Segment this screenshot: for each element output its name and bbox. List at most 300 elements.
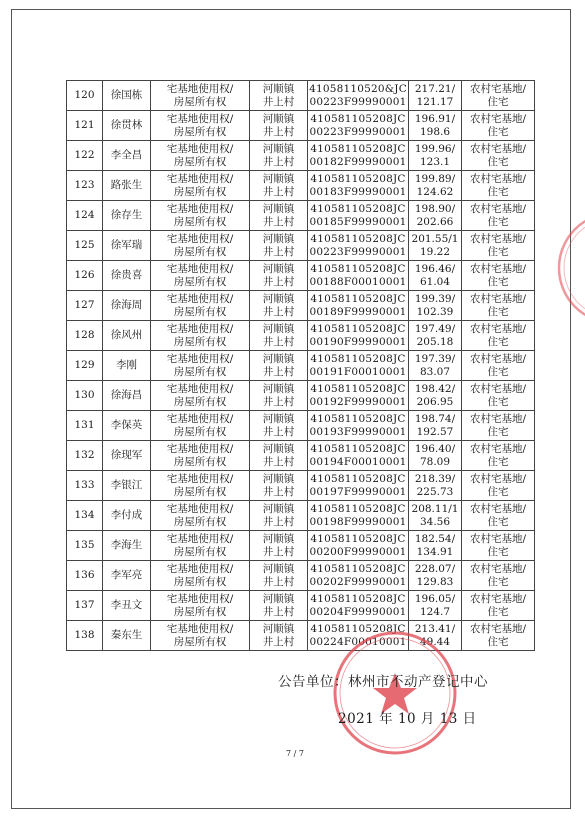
right-type-text: 房屋所有权 <box>173 635 227 648</box>
area-cell <box>409 291 462 321</box>
area-cell <box>409 381 462 411</box>
area-text: 192.57 <box>416 425 454 438</box>
area-cell <box>409 231 462 261</box>
location-text: 河顺镇 <box>262 532 295 545</box>
area-text: 196.05/ <box>414 592 456 605</box>
area-cell <box>409 321 462 351</box>
owner-name-cell <box>103 621 151 651</box>
right-type-text: 宅基地使用权/ <box>166 82 234 95</box>
right-type-text: 宅基地使用权/ <box>166 322 234 335</box>
land-use-text: 农村宅基地/ <box>469 82 527 95</box>
row-id-cell <box>67 201 103 231</box>
land-use-cell <box>462 81 535 111</box>
location-text: 河顺镇 <box>262 562 295 575</box>
land-use-cell <box>462 231 535 261</box>
table-row <box>67 411 535 441</box>
right-type-text: 房屋所有权 <box>173 245 227 258</box>
page-number: 7 / 7 <box>286 749 304 758</box>
right-type-text: 宅基地使用权/ <box>166 352 234 365</box>
unit-number-text: 410581105208JC <box>310 262 406 275</box>
unit-number-text: 00202F99990001 <box>309 575 407 588</box>
location-text: 河顺镇 <box>262 352 295 365</box>
row-id-cell <box>67 231 103 261</box>
area-text: 225.73 <box>416 485 454 498</box>
unit-number-text: 00189F99990001 <box>309 305 407 318</box>
right-type-text: 宅基地使用权/ <box>166 202 234 215</box>
right-type-cell <box>151 261 250 291</box>
table-row <box>67 261 535 291</box>
location-text: 井上村 <box>262 575 295 588</box>
location-text: 井上村 <box>262 305 295 318</box>
owner-name-text: 李付成 <box>110 509 143 521</box>
unit-number-text: 41058110520&JC <box>309 82 407 95</box>
table-row <box>67 501 535 531</box>
area-text: 102.39 <box>416 305 454 318</box>
land-use-text: 住宅 <box>487 545 509 558</box>
location-cell <box>250 531 308 561</box>
row-id-cell <box>67 501 103 531</box>
area-text: 202.66 <box>416 215 454 228</box>
area-text: 197.49/ <box>414 322 456 335</box>
owner-name-text: 徐贵喜 <box>110 269 143 281</box>
land-use-cell <box>462 471 535 501</box>
area-text: 199.39/ <box>414 292 456 305</box>
land-use-text: 住宅 <box>487 485 509 498</box>
unit-number-text: 410581105208JC <box>310 532 406 545</box>
location-text: 井上村 <box>262 365 295 378</box>
owner-name-text: 李丑文 <box>110 599 143 611</box>
owner-name-cell <box>103 351 151 381</box>
table-row <box>67 381 535 411</box>
owner-name-text: 徐海周 <box>110 299 143 311</box>
unit-number-cell <box>308 501 409 531</box>
land-use-text: 农村宅基地/ <box>469 112 527 125</box>
land-use-cell <box>462 351 535 381</box>
land-use-text: 住宅 <box>487 395 509 408</box>
table-row <box>67 171 535 201</box>
land-use-text: 住宅 <box>487 275 509 288</box>
area-text: 198.42/ <box>414 382 456 395</box>
right-type-text: 房屋所有权 <box>173 395 227 408</box>
location-text: 河顺镇 <box>262 82 295 95</box>
right-type-cell <box>151 141 250 171</box>
right-type-text: 房屋所有权 <box>173 335 227 348</box>
row-id-text: 135 <box>74 539 95 551</box>
owner-name-text: 李保英 <box>110 419 143 431</box>
right-type-text: 房屋所有权 <box>173 515 227 528</box>
owner-name-text: 徐国栋 <box>110 89 143 101</box>
right-type-text: 宅基地使用权/ <box>166 142 234 155</box>
table-row <box>67 111 535 141</box>
land-use-text: 住宅 <box>487 245 509 258</box>
row-id-cell <box>67 411 103 441</box>
area-text: 19.22 <box>419 245 451 258</box>
unit-number-text: 410581105208JC <box>310 622 406 635</box>
right-type-text: 宅基地使用权/ <box>166 172 234 185</box>
unit-number-cell <box>308 291 409 321</box>
area-text: 196.91/ <box>414 112 456 125</box>
location-text: 井上村 <box>262 335 295 348</box>
owner-name-cell <box>103 321 151 351</box>
unit-number-cell <box>308 531 409 561</box>
unit-number-text: 00198F99990001 <box>309 515 407 528</box>
unit-number-text: 410581105208JC <box>310 442 406 455</box>
location-text: 河顺镇 <box>262 622 295 635</box>
row-id-text: 138 <box>74 629 95 641</box>
owner-name-text: 李银江 <box>110 479 143 491</box>
row-id-text: 137 <box>74 599 95 611</box>
table-row <box>67 351 535 381</box>
right-type-text: 宅基地使用权/ <box>166 472 234 485</box>
unit-number-cell <box>308 171 409 201</box>
location-cell <box>250 351 308 381</box>
row-id-cell <box>67 81 103 111</box>
unit-number-text: 410581105208JC <box>310 562 406 575</box>
unit-number-cell <box>308 591 409 621</box>
right-type-text: 宅基地使用权/ <box>166 442 234 455</box>
location-cell <box>250 231 308 261</box>
area-text: 198.74/ <box>414 412 456 425</box>
location-cell <box>250 411 308 441</box>
unit-number-cell <box>308 441 409 471</box>
unit-number-text: 410581105208JC <box>310 412 406 425</box>
row-id-cell <box>67 171 103 201</box>
unit-number-text: 00191F00010001 <box>309 365 407 378</box>
location-cell <box>250 381 308 411</box>
land-use-cell <box>462 441 535 471</box>
unit-number-text: 410581105208JC <box>310 232 406 245</box>
row-id-cell <box>67 111 103 141</box>
land-use-text: 农村宅基地/ <box>469 352 527 365</box>
location-text: 井上村 <box>262 275 295 288</box>
row-id-text: 126 <box>74 269 95 281</box>
area-text: 208.11/1 <box>411 502 459 515</box>
owner-name-text: 李刚 <box>116 359 137 371</box>
row-id-text: 123 <box>74 179 95 191</box>
row-id-text: 121 <box>74 119 95 131</box>
area-text: 134.91 <box>416 545 454 558</box>
location-text: 井上村 <box>262 185 295 198</box>
row-id-cell <box>67 441 103 471</box>
row-id-cell <box>67 471 103 501</box>
land-use-text: 住宅 <box>487 215 509 228</box>
right-type-text: 房屋所有权 <box>173 425 227 438</box>
land-use-text: 住宅 <box>487 575 509 588</box>
area-text: 217.21/ <box>414 82 456 95</box>
location-cell <box>250 321 308 351</box>
area-cell <box>409 561 462 591</box>
right-type-text: 宅基地使用权/ <box>166 502 234 515</box>
land-use-text: 农村宅基地/ <box>469 532 527 545</box>
area-text: 49.44 <box>419 635 451 648</box>
unit-number-text: 00223F99990001 <box>309 125 407 138</box>
location-text: 河顺镇 <box>262 502 295 515</box>
row-id-text: 122 <box>74 149 95 161</box>
area-text: 196.40/ <box>414 442 456 455</box>
location-text: 河顺镇 <box>262 172 295 185</box>
right-type-text: 宅基地使用权/ <box>166 262 234 275</box>
right-type-cell <box>151 291 250 321</box>
owner-name-cell <box>103 171 151 201</box>
area-cell <box>409 111 462 141</box>
location-cell <box>250 261 308 291</box>
area-cell <box>409 411 462 441</box>
location-text: 河顺镇 <box>262 202 295 215</box>
right-type-text: 宅基地使用权/ <box>166 592 234 605</box>
land-use-text: 农村宅基地/ <box>469 442 527 455</box>
unit-number-text: 00204F99990001 <box>309 605 407 618</box>
area-text: 123.1 <box>419 155 451 168</box>
location-cell <box>250 471 308 501</box>
area-cell <box>409 471 462 501</box>
land-use-cell <box>462 381 535 411</box>
location-text: 河顺镇 <box>262 442 295 455</box>
row-id-text: 125 <box>74 239 95 251</box>
unit-number-text: 00192F99990001 <box>309 395 407 408</box>
land-use-text: 住宅 <box>487 455 509 468</box>
table-row <box>67 561 535 591</box>
location-cell <box>250 171 308 201</box>
registration-table <box>66 80 535 651</box>
area-text: 197.39/ <box>414 352 456 365</box>
owner-name-cell <box>103 501 151 531</box>
area-text: 124.7 <box>419 605 451 618</box>
location-text: 井上村 <box>262 395 295 408</box>
row-id-text: 136 <box>74 569 95 581</box>
location-text: 河顺镇 <box>262 382 295 395</box>
location-cell <box>250 501 308 531</box>
area-text: 199.96/ <box>414 142 456 155</box>
land-use-cell <box>462 261 535 291</box>
owner-name-text: 徐现军 <box>110 449 143 461</box>
row-id-cell <box>67 591 103 621</box>
right-type-text: 宅基地使用权/ <box>166 622 234 635</box>
right-type-cell <box>151 201 250 231</box>
unit-number-text: 00223F99990001 <box>309 95 407 108</box>
owner-name-cell <box>103 591 151 621</box>
unit-number-text: 410581105208JC <box>310 382 406 395</box>
land-use-text: 住宅 <box>487 95 509 108</box>
announcement-line: 公告单位：林州市不动产登记中心 <box>278 674 488 690</box>
right-type-text: 房屋所有权 <box>173 185 227 198</box>
right-type-text: 宅基地使用权/ <box>166 232 234 245</box>
land-use-text: 住宅 <box>487 305 509 318</box>
right-type-cell <box>151 471 250 501</box>
unit-number-text: 00194F00010001 <box>309 455 407 468</box>
unit-number-text: 410581105208JC <box>310 592 406 605</box>
right-type-cell <box>151 441 250 471</box>
table-row <box>67 471 535 501</box>
land-use-text: 农村宅基地/ <box>469 472 527 485</box>
row-id-text: 132 <box>74 449 95 461</box>
unit-number-text: 410581105208JC <box>310 202 406 215</box>
owner-name-cell <box>103 201 151 231</box>
land-use-cell <box>462 411 535 441</box>
owner-name-text: 秦东生 <box>110 629 143 641</box>
location-text: 井上村 <box>262 155 295 168</box>
owner-name-cell <box>103 141 151 171</box>
location-text: 河顺镇 <box>262 292 295 305</box>
location-text: 河顺镇 <box>262 472 295 485</box>
unit-number-cell <box>308 561 409 591</box>
unit-number-text: 410581105208JC <box>310 502 406 515</box>
right-type-cell <box>151 321 250 351</box>
unit-number-text: 00223F99990001 <box>309 245 407 258</box>
unit-number-cell <box>308 321 409 351</box>
table-row <box>67 141 535 171</box>
location-text: 河顺镇 <box>262 262 295 275</box>
location-text: 井上村 <box>262 635 295 648</box>
unit-number-text: 00185F99990001 <box>309 215 407 228</box>
area-text: 129.83 <box>416 575 454 588</box>
area-text: 182.54/ <box>414 532 456 545</box>
right-type-text: 房屋所有权 <box>173 545 227 558</box>
right-type-cell <box>151 411 250 441</box>
area-text: 83.07 <box>419 365 451 378</box>
area-cell <box>409 171 462 201</box>
owner-name-text: 徐贯林 <box>110 119 143 131</box>
right-type-text: 房屋所有权 <box>173 365 227 378</box>
row-id-text: 131 <box>74 419 95 431</box>
row-id-cell <box>67 351 103 381</box>
land-use-cell <box>462 291 535 321</box>
location-text: 井上村 <box>262 605 295 618</box>
unit-number-cell <box>308 261 409 291</box>
location-text: 河顺镇 <box>262 322 295 335</box>
row-id-text: 120 <box>74 89 95 101</box>
location-text: 河顺镇 <box>262 142 295 155</box>
location-cell <box>250 291 308 321</box>
row-id-cell <box>67 291 103 321</box>
right-type-text: 房屋所有权 <box>173 215 227 228</box>
land-use-text: 住宅 <box>487 635 509 648</box>
owner-name-text: 李海生 <box>110 539 143 551</box>
owner-name-cell <box>103 441 151 471</box>
area-cell <box>409 591 462 621</box>
row-id-cell <box>67 141 103 171</box>
owner-name-text: 徐海昌 <box>110 389 143 401</box>
land-use-text: 农村宅基地/ <box>469 262 527 275</box>
area-text: 196.46/ <box>414 262 456 275</box>
table-row <box>67 231 535 261</box>
table-row <box>67 621 535 651</box>
row-id-text: 127 <box>74 299 95 311</box>
area-text: 201.55/1 <box>411 232 459 245</box>
row-id-text: 133 <box>74 479 95 491</box>
unit-number-cell <box>308 351 409 381</box>
right-type-text: 宅基地使用权/ <box>166 562 234 575</box>
right-type-cell <box>151 381 250 411</box>
land-use-cell <box>462 111 535 141</box>
unit-number-cell <box>308 201 409 231</box>
right-type-text: 房屋所有权 <box>173 275 227 288</box>
area-cell <box>409 441 462 471</box>
unit-number-text: 00188F00010001 <box>309 275 407 288</box>
land-use-cell <box>462 501 535 531</box>
area-text: 198.6 <box>419 125 451 138</box>
unit-number-cell <box>308 471 409 501</box>
right-type-text: 宅基地使用权/ <box>166 292 234 305</box>
unit-number-text: 00224F00010001 <box>309 635 407 648</box>
right-type-text: 房屋所有权 <box>173 575 227 588</box>
area-text: 205.18 <box>416 335 454 348</box>
right-type-text: 宅基地使用权/ <box>166 412 234 425</box>
location-cell <box>250 81 308 111</box>
area-text: 61.04 <box>419 275 451 288</box>
land-use-text: 农村宅基地/ <box>469 142 527 155</box>
right-type-text: 房屋所有权 <box>173 605 227 618</box>
owner-name-text: 李全昌 <box>110 149 143 161</box>
owner-name-cell <box>103 411 151 441</box>
unit-number-text: 410581105208JC <box>310 292 406 305</box>
row-id-text: 134 <box>74 509 95 521</box>
land-use-text: 农村宅基地/ <box>469 592 527 605</box>
table-row <box>67 201 535 231</box>
location-cell <box>250 111 308 141</box>
right-type-cell <box>151 231 250 261</box>
owner-name-text: 徐存生 <box>110 209 143 221</box>
land-use-cell <box>462 531 535 561</box>
unit-number-text: 410581105208JC <box>310 112 406 125</box>
owner-name-text: 徐军瑞 <box>110 239 143 251</box>
unit-number-cell <box>308 141 409 171</box>
right-type-cell <box>151 561 250 591</box>
row-id-cell <box>67 321 103 351</box>
owner-name-text: 路张生 <box>110 179 143 191</box>
unit-number-text: 410581105208JC <box>310 322 406 335</box>
unit-number-text: 00190F99990001 <box>309 335 407 348</box>
right-type-text: 宅基地使用权/ <box>166 112 234 125</box>
location-cell <box>250 441 308 471</box>
location-text: 井上村 <box>262 485 295 498</box>
row-id-text: 128 <box>74 329 95 341</box>
unit-number-cell <box>308 111 409 141</box>
registration-table-body <box>67 81 535 651</box>
table-row <box>67 531 535 561</box>
right-type-text: 房屋所有权 <box>173 485 227 498</box>
location-cell <box>250 201 308 231</box>
location-text: 河顺镇 <box>262 112 295 125</box>
right-type-cell <box>151 171 250 201</box>
area-text: 124.62 <box>416 185 454 198</box>
land-use-text: 住宅 <box>487 335 509 348</box>
right-type-text: 房屋所有权 <box>173 455 227 468</box>
owner-name-text: 李军亮 <box>110 569 143 581</box>
location-text: 井上村 <box>262 95 295 108</box>
owner-name-cell <box>103 291 151 321</box>
area-text: 199.89/ <box>414 172 456 185</box>
row-id-cell <box>67 561 103 591</box>
table-row <box>67 591 535 621</box>
location-text: 井上村 <box>262 455 295 468</box>
area-cell <box>409 351 462 381</box>
unit-number-cell <box>308 81 409 111</box>
land-use-cell <box>462 591 535 621</box>
land-use-text: 农村宅基地/ <box>469 322 527 335</box>
land-use-text: 农村宅基地/ <box>469 622 527 635</box>
land-use-cell <box>462 141 535 171</box>
land-use-text: 农村宅基地/ <box>469 232 527 245</box>
location-cell <box>250 621 308 651</box>
right-type-text: 房屋所有权 <box>173 305 227 318</box>
location-text: 井上村 <box>262 125 295 138</box>
land-use-cell <box>462 171 535 201</box>
land-use-text: 住宅 <box>487 185 509 198</box>
location-cell <box>250 141 308 171</box>
unit-number-text: 410581105208JC <box>310 142 406 155</box>
land-use-text: 住宅 <box>487 605 509 618</box>
row-id-cell <box>67 531 103 561</box>
